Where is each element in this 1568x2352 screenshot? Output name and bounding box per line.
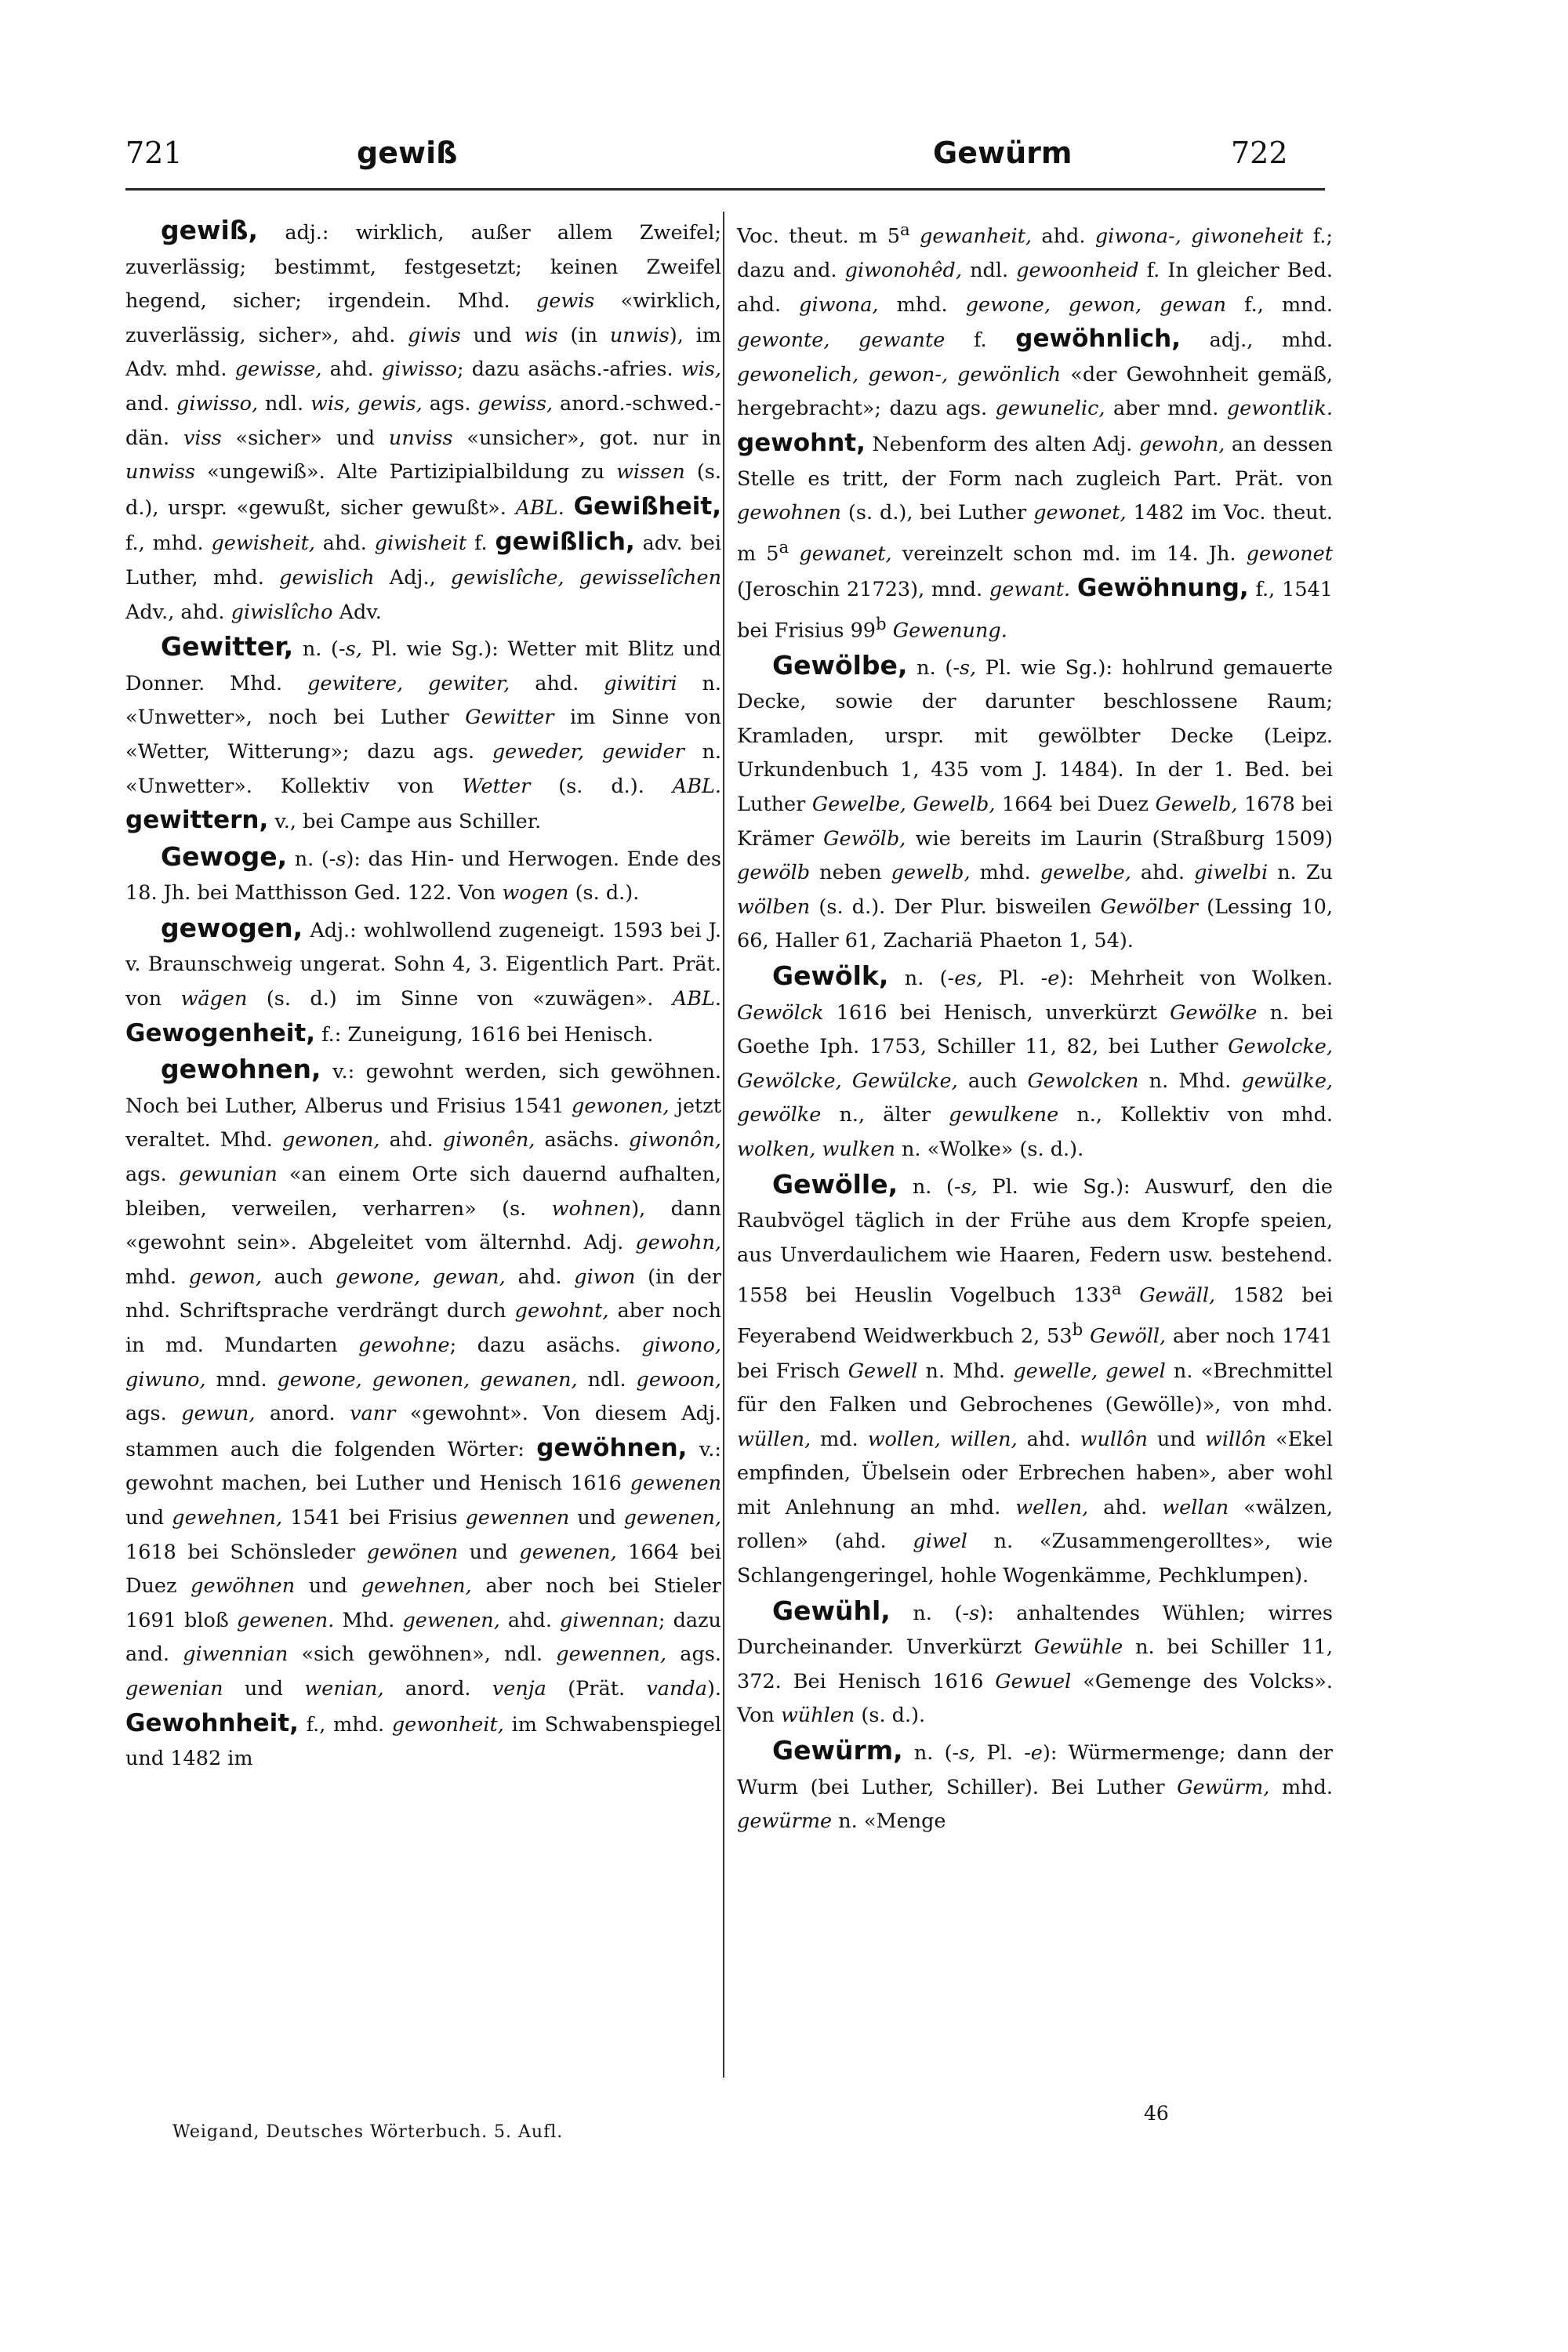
right-page-number: 722 xyxy=(1231,136,1288,170)
headword: Gewoge, xyxy=(161,840,288,872)
headword: Gewölk, xyxy=(772,960,889,991)
headword: Gewölbe, xyxy=(772,649,908,681)
sheet-signature: 46 xyxy=(1144,2102,1169,2125)
left-column xyxy=(125,213,721,1777)
headword: Gewohnheit, xyxy=(125,1708,299,1737)
entry-gewuehl: Gewühl, n. (-s): anhaltendes Wühlen; wirres Durcheinander. Unverkürzt Gewühle n. bei Schiller 11, 372. Bei Henisch 1616 Gewuel «Gemenge des Volcks». Von wühlen (s. d.). xyxy=(737,1595,1333,1728)
left-catchword: gewiß xyxy=(357,136,458,170)
headword: gewöhnen, xyxy=(536,1433,688,1462)
headword: Gewogenheit, xyxy=(125,1018,316,1047)
headword: gewohnen, xyxy=(161,1054,321,1085)
entry-gewoelle: Gewölle, n. (-s, Pl. wie Sg.): Auswurf, den die Raubvögel täglich in der Frühe aus dem Kropfe speien, aus Unverdaulichem wie Haaren, Federn usw. bestehend. 1558 bei Heuslin Vogelbuch 133$^a$ Gewäll, 1582 bei Feyerabend Weidwerkbuch 2, 53$^b$ Gewöll, aber noch 1741 bei Frisch Gewell n. Mhd. gewelle, gewel n. «Brechmittel für den Falken und Gebrochenes (Gewölle)», von mhd. wüllen, md. wollen, willen, ahd. wullôn und willôn «Ekel empfinden, Übelsein oder Erbrechen haben», aber wohl mit Anlehnung an mhd. wellen, ahd. wellan «wälzen, rollen» (ahd. giwel n. «Zusammengerolltes», wie Schlangengeringel, hohle Wogenkämme, Pechklumpen). xyxy=(737,1168,1333,1588)
right-column xyxy=(737,213,1333,1839)
headword: Gewißheit, xyxy=(573,492,722,521)
entry-gewogen: gewogen, Adj.: wohlwollend zugeneigt. 1593 bei J. v. Braunschweig ungerat. Sohn 4, 3. Eigentlich Part. Prät. von wägen (s. d.) im Sinne von «zuwägen». ABL. Gewogenheit, f.: Zuneigung, 1616 bei Henisch. xyxy=(125,912,721,1047)
right-catchword: Gewürm xyxy=(933,136,1073,170)
headword: gewißlich, xyxy=(495,528,635,557)
entry-gewoelbe: Gewölbe, n. (-s, Pl. wie Sg.): hohlrund gemauerte Decke, sowie der darunter beschlossene Raum; Kramladen, urspr. mit gewölbter Decke (Leipz. Urkundenbuch 1, 435 vom J. 1484). In der 1. Bed. bei Luther Gewelbe, Gewelb, 1664 bei Duez Gewelb, 1678 bei Krämer Gewölb, wie bereits im Laurin (Straßburg 1509) gewölb neben gewelb, mhd. gewelbe, ahd. giwelbi n. Zu wölben (s. d.). Der Plur. bisweilen Gewölber (Lessing 10, 66, Haller 61, Zachariä Phaeton 1, 54). xyxy=(737,649,1333,953)
entry-gewitter: Gewitter, n. (-s, Pl. wie Sg.): Wetter mit Blitz und Donner. Mhd. gewitere, gewiter, ahd. giwitiri n. «Unwetter», noch bei Luther Gewitter im Sinne von «Wetter, Witterung»; dazu ags. geweder, gewider n. «Unwetter». Kollektiv von Wetter (s. d.). ABL. gewittern, v., bei Campe aus Schiller. xyxy=(125,631,721,835)
headword: Gewöhnung, xyxy=(1077,573,1249,602)
entry-continuation: Voc. theut. m 5$^a$ gewanheit, ahd. giwona-, giwoneheit f.; dazu and. giwonohêd, ndl. gewoonheid f. In gleicher Bed. ahd. giwona, mhd. gewone, gewon, gewan f., mnd. gewonte, gewante f. gewöhnlich, adj., mhd. gewonelich, gewon-, gewönlich «der Gewohnheit gemäß, hergebracht»; dazu ags. gewunelic, aber mnd. gewontlik. gewohnt, Nebenform des alten Adj. gewohn, an dessen Stelle es tritt, der Form nach zugleich Part. Prät. von gewohnen (s. d.), bei Luther gewonet, 1482 im Voc. theut. m 5$^a$ gewanet, vereinzelt schon md. im 14. Jh. gewonet (Jeroschin 21723), mnd. gewant. Gewöhnung, f., 1541 bei Frisius 99$^b$ Gewenung. xyxy=(737,220,1334,643)
left-page-number: 721 xyxy=(125,136,183,170)
headword: Gewölle, xyxy=(772,1168,898,1200)
header-rule xyxy=(125,188,1325,191)
headword: gewohnt, xyxy=(737,429,866,458)
headword: Gewühl, xyxy=(772,1595,891,1626)
footer-imprint: Weigand, Deutsches Wörterbuch. 5. Aufl. xyxy=(172,2122,564,2142)
headword: Gewürm, xyxy=(772,1735,903,1766)
headword: gewöhnlich, xyxy=(1015,325,1181,354)
column-divider xyxy=(723,212,724,2078)
headword: gewiß, xyxy=(161,215,259,245)
entry-gewoelk: Gewölk, n. (-es, Pl. -e): Mehrheit von Wolken. Gewölck 1616 bei Henisch, unverkürzt Gewölke n. bei Goethe Iph. 1753, Schiller 11, 82, bei Luther Gewolcke, Gewölcke, Gewülcke, auch Gewolcken n. Mhd. gewülke, gewölke n., älter gewulkene n., Kollektiv von mhd. wolken, wulken n. «Wolke» (s. d.). xyxy=(737,960,1334,1161)
entry-gewohnen: gewohnen, v.: gewohnt werden, sich gewöhnen. Noch bei Luther, Alberus und Frisius 1541 gewonen, jetzt veraltet. Mhd. gewonen, ahd. giwonên, asächs. giwonôn, ags. gewunian «an einem Orte sich dauernd aufhalten, bleiben, verweilen, verharren» (s. wohnen), dann «gewohnt sein». Abgeleitet vom älternhd. Adj. gewohn, mhd. gewon, auch gewone, gewan, ahd. giwon (in der nhd. Schriftsprache verdrängt durch gewohnt, aber noch in md. Mundarten gewohne; dazu asächs. giwono, giwuno, mnd. gewone, gewonen, gewanen, ndl. gewoon, ags. gewun, anord. vanr «gewohnt». Von diesem Adj. stammen auch die folgenden Wörter: gewöhnen, v.: gewohnt machen, bei Luther und Henisch 1616 gewenen und gewehnen, 1541 bei Frisius gewennen und gewenen, 1618 bei Schönsleder gewönen und gewenen, 1664 bei Duez gewöhnen und gewehnen, aber noch bei Stieler 1691 bloß gewenen. Mhd. gewenen, ahd. giwennan; dazu and. giwennian «sich gewöhnen», ndl. gewennen, ags. gewenian und wenian, anord. venja (Prät. vanda). Gewohnheit, f., mhd. gewonheit, im Schwabenspiegel und 1482 im xyxy=(125,1054,722,1771)
headword: gewittern, xyxy=(125,806,269,835)
entry-gewuerm: Gewürm, n. (-s, Pl. -e): Würmermenge; dann der Wurm (bei Luther, Schiller). Bei Luther Gewürm, mhd. gewürme n. «Menge xyxy=(737,1735,1333,1834)
headword: Gewitter, xyxy=(161,631,294,662)
entry-gewiss: gewiß, adj.: wirklich, außer allem Zweifel; zuverlässig; bestimmt, festgesetzt; keinen Zweifel hegend, sicher; irgendein. Mhd. gewis «wirklich, zuverlässig, sicher», ahd. giwis und wis (in unwis), im Adv. mhd. gewisse, ahd. giwisso; dazu asächs.-afries. wis, and. giwisso, ndl. wis, gewis, ags. gewiss, anord.-schwed.-dän. viss «sicher» und unviss «unsicher», got. nur in unwiss «ungewiß». Alte Partizipialbildung zu wissen (s. d.), urspr. «gewußt, sicher gewußt». ABL. Gewißheit, f., mhd. gewisheit, ahd. giwisheit f. gewißlich, adv. bei Luther, mhd. gewislich Adj., gewislîche, gewisselîchen Adv., ahd. giwislîcho Adv. xyxy=(125,215,722,624)
headword: gewogen, xyxy=(161,912,303,943)
entry-gewoge: Gewoge, n. (-s): das Hin- und Herwogen. Ende des 18. Jh. bei Matthisson Ged. 122. Von wogen (s. d.). xyxy=(125,840,721,906)
